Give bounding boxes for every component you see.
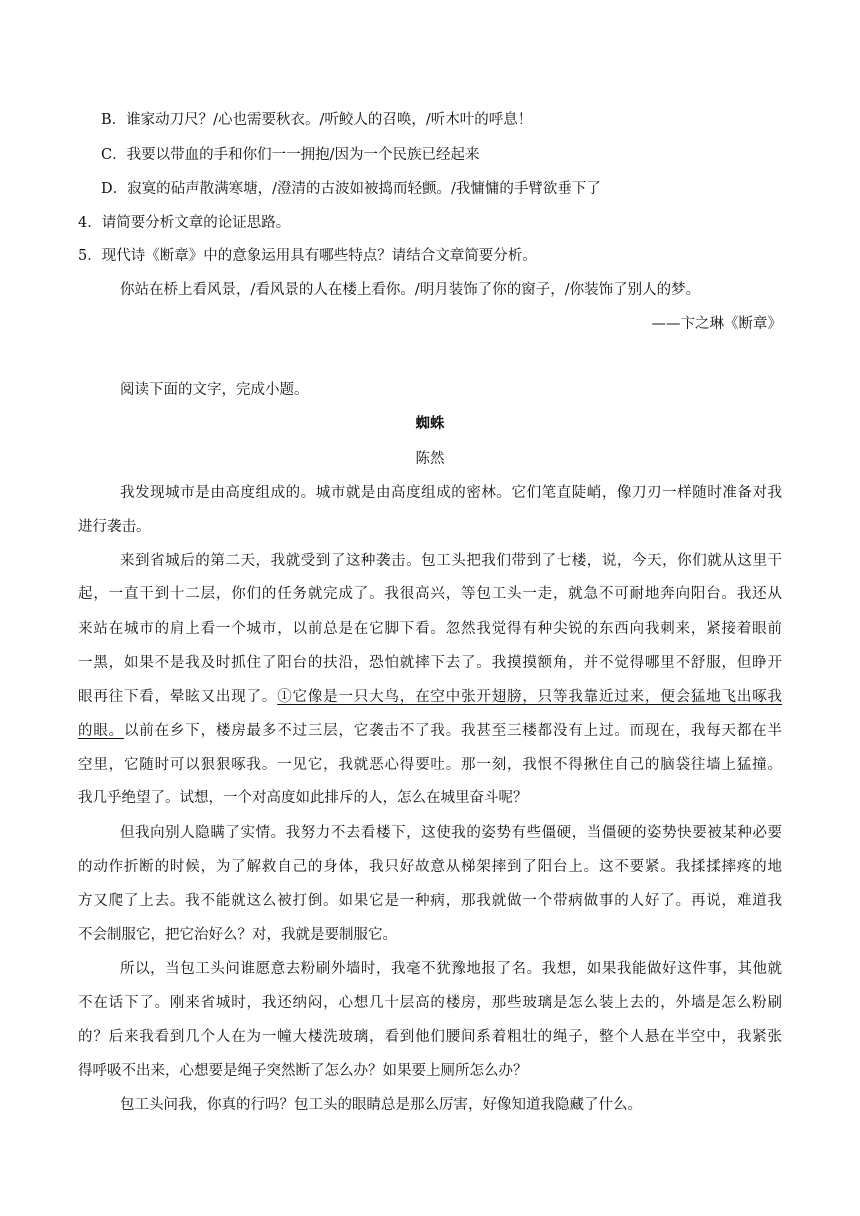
paragraph-5-line: 包工头问我，你真的行吗？包工头的眼睛总是那么厉害，好像知道我隐藏了什么。 [120,1097,642,1113]
plain-text: 眼再往下看，晕眩又出现了。 [78,689,278,705]
paragraph-3-line: 不会制服它，把它治好么？对，我就是要制服它。 [78,927,397,943]
paragraph-4-line: 的？后来我看到几个人在为一幢大楼洗玻璃，看到他们腰间系着粗壮的绳子，整个人悬在半空中，我紧张 [78,1029,782,1045]
option-c: C．我要以带血的手和你们一一拥抱/因为一个民族已经起来 [101,147,480,163]
paragraph-2-line [78,687,782,707]
paragraph-2-line [78,721,782,741]
paragraph-2-line: 起，一直干到十二层，你们的任务就完成了。我很高兴，等包工头一走，就急不可耐地奔向阳台。我还从 [78,586,782,602]
underlined-sentence-1: ①它像是一只大鸟，在空中张开翅膀，只等我靠近过来，便会猛地飞出啄我 [277,689,783,705]
poem-source: ——卞之琳《断章》 [651,316,782,332]
paragraph-4-line: 不在话下了。刚来省城时，我还纳闷，心想几十层高的楼房，那些玻璃是怎么装上去的，外墙是怎么粉刷 [78,995,782,1011]
article-title: 蜘蛛 [415,415,445,432]
paragraph-3-line: 的动作折断的时候，为了解救自己的身体，我只好故意从梯架摔到了阳台上。这不要紧。我揉揉摔疼的地 [78,859,782,875]
paragraph-1-line: 我发现城市是由高度组成的。城市就是由高度组成的密林。它们笔直陡峭，像刀刃一样随时准备对我 [120,485,782,501]
paragraph-2-line: 一黑，如果不是我及时抓住了阳台的扶沿，恐怕就摔下去了。我摸摸额角，并不觉得哪里不舒服，但睁开 [78,655,782,671]
underlined-sentence-1-end: 的眼。 [78,723,124,739]
paragraph-4-line: 所以，当包工头问谁愿意去粉刷外墙时，我毫不犹豫地报了名。我想，如果我能做好这件事，其他就 [120,961,782,977]
option-b: B．谁家动刀尺？/心也需要秋衣。/听鲛人的召唤，/听木叶的呼息！ [101,112,533,128]
article-author: 陈然 [415,451,445,467]
paragraph-3-line: 但我向别人隐瞒了实情。我努力不去看楼下，这使我的姿势有些僵硬，当僵硬的姿势快要被某种必要 [120,825,782,841]
option-d: D．寂寞的砧声散满寒塘，/澄清的古波如被捣而轻颤。/我慵慵的手臂欲垂下了 [101,181,601,197]
paragraph-3-line: 方又爬了上去。我不能就这么被打倒。如果它是一种病，那我就做一个带病做事的人好了。再说，难道我 [78,893,782,909]
question-4: 4．请简要分析文章的论证思路。 [78,215,291,231]
paragraph-4-line: 得呼吸不出来，心想要是绳子突然断了怎么办？如果要上厕所怎么办？ [78,1063,528,1079]
reading-instruction: 阅读下面的文字，完成小题。 [120,382,309,398]
plain-text: 以前在乡下，楼房最多不过三层，它袭击不了我。我甚至三楼都没有上过。而现在，我每天都在半 [123,723,782,739]
poem-text: 你站在桥上看风景，/看风景的人在楼上看你。/明月装饰了你的窗子，/你装饰了别人的梦。 [120,282,701,298]
paragraph-2-line: 来到省城后的第二天，我就受到了这种袭击。包工头把我们带到了七楼，说，今天，你们就从这里干 [120,553,782,569]
paragraph-2-line: 空里，它随时可以狠狠啄我。一见它，我就恶心得要吐。那一刻，我恨不得揪住自己的脑袋往墙上猛撞。 [78,757,782,773]
question-5: 5．现代诗《断章》中的意象运用具有哪些特点？请结合文章简要分析。 [78,248,537,264]
paragraph-2-line: 我几乎绝望了。试想，一个对高度如此排斥的人，怎么在城里奋斗呢？ [78,790,528,806]
paragraph-1-line: 进行袭击。 [78,519,151,535]
paragraph-2-line: 来站在城市的肩上看一个城市，以前总是在它脚下看。忽然我觉得有种尖锐的东西向我刺来，紧接着眼前 [78,621,782,637]
